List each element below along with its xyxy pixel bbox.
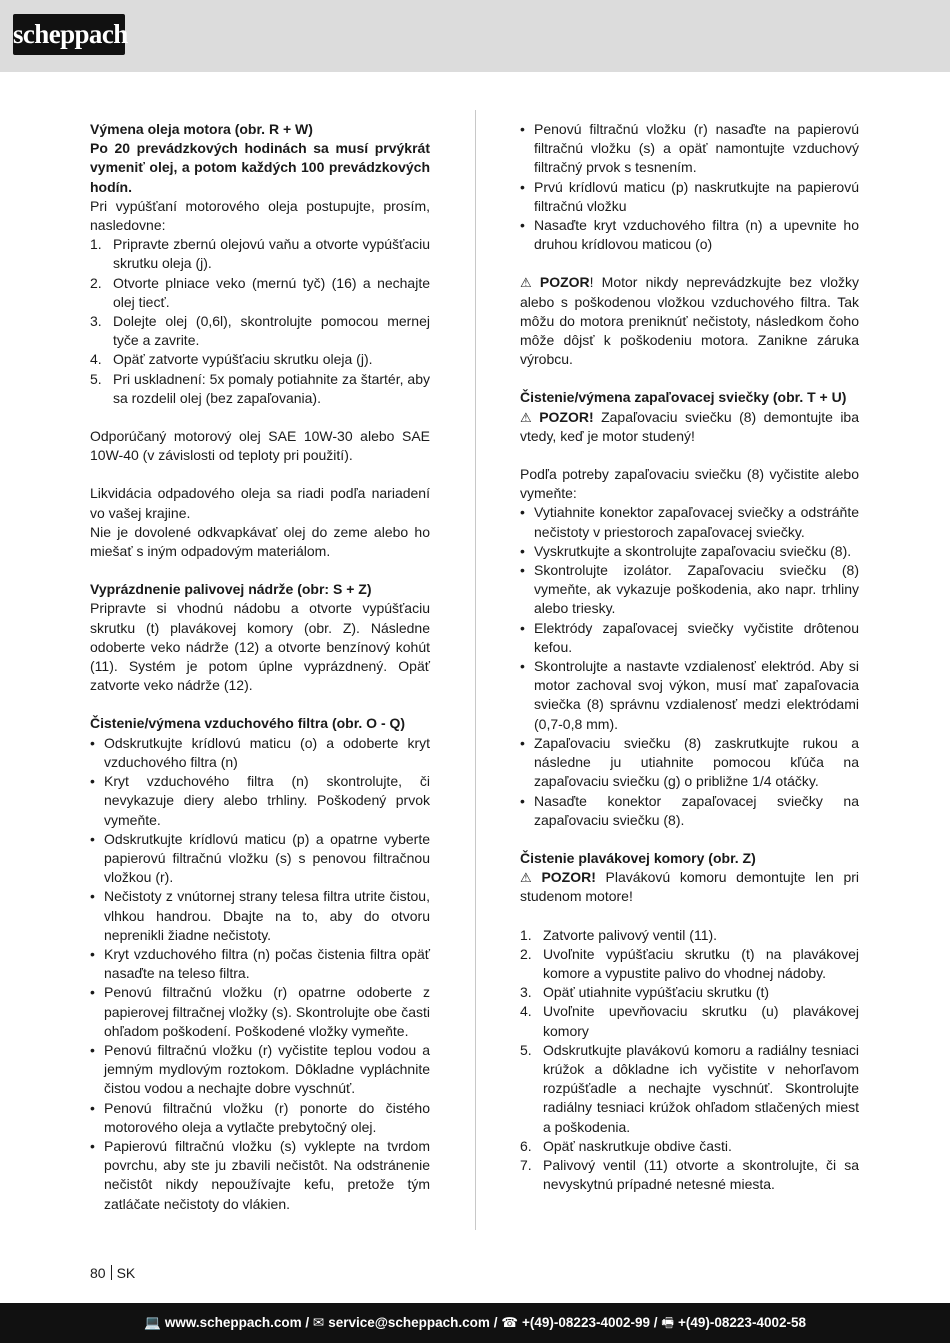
oil-change-steps bbox=[90, 235, 430, 408]
spark-plug-warning: ⚠ POZOR! Zapaľovaciu sviečku (8) demontujte iba vtedy, keď je motor studený! bbox=[520, 408, 860, 444]
list-item: 2. Uvoľnite vypúšťaciu skrutku (t) na plavákovej komore a vypustite palivo do vhodnej nádoby. bbox=[520, 945, 859, 981]
scheppach-logo: scheppach bbox=[13, 14, 125, 55]
footer-website[interactable]: www.scheppach.com bbox=[164, 1315, 302, 1330]
list-item: • Skontrolujte izolátor. Zapaľovaciu sviečku (8) vymeňte, ak vykazuje poškodenia, ako napr. trhliny alebo triesky. bbox=[520, 562, 859, 617]
oil-disposal-note: Nie je dovolené odkvapkávať olej do zeme alebo ho miešať s iným odpadovým materiálom. bbox=[90, 523, 430, 560]
spark-plug-heading: Čistenie/výmena zapaľovacej sviečky (obr. T + U) bbox=[520, 389, 847, 406]
warning-triangle-icon: ⚠ bbox=[520, 275, 536, 291]
list-item: 4. Uvoľnite upevňovaciu skrutku (u) plavákovej komory bbox=[520, 1003, 859, 1039]
air-filter-warning: ⚠ POZOR! Motor nikdy neprevádzkujte bez vložky alebo s poškodenou vložkou vzduchového filtra. Tak môžu do motora preniknúť nečistoty, následkom čoho môže dôjsť k poškodeniu motora. Zanikne záruka výrobcu. bbox=[520, 274, 860, 368]
air-filter-heading: Čistenie/výmena vzduchového filtra (obr. O - Q) bbox=[90, 715, 406, 732]
list-item: 5. Pri uskladnení: 5x pomaly potiahnite za štartér, aby sa rozdelil olej (bez zapaľovania). bbox=[90, 370, 430, 406]
list-item: • Elektródy zapaľovacej sviečky vyčistite drôtenou kefou. bbox=[520, 619, 859, 655]
fuel-tank-heading: Vyprázdnenie palivovej nádrže (obr: S + Z) bbox=[90, 581, 372, 598]
mail-icon: ✉ bbox=[312, 1315, 325, 1330]
oil-change-intro: Pri vypúšťaní motorového oleja postupujte, prosím, nasledovne: bbox=[90, 197, 430, 234]
list-item: • Zapaľovaciu sviečku (8) zaskrutkujte rukou a následne ju utiahnite pomocou kľúča na zapaľovaciu sviečku (g) o približne 1/4 otáčky. bbox=[520, 734, 859, 790]
left-column bbox=[90, 120, 430, 1214]
list-item: • Nasaďte kryt vzduchového filtra (n) a upevnite ho druhou krídlovou maticou (o) bbox=[520, 217, 859, 253]
footer-email[interactable]: service@scheppach.com bbox=[328, 1315, 490, 1330]
oil-disposal: Likvidácia odpadového oleja sa riadi podľa nariadení vo vašej krajine. bbox=[90, 485, 430, 521]
list-item: • Odskrutkujte krídlovú maticu (o) a odoberte kryt vzduchového filtra (n) bbox=[90, 734, 430, 770]
list-item: 7. Palivový ventil (11) otvorte a skontrolujte, či sa nevyskytnú prípadné netesné miesta. bbox=[520, 1156, 859, 1193]
column-divider bbox=[475, 110, 476, 1230]
header-bar bbox=[0, 0, 950, 72]
list-item: • Kryt vzduchového filtra (n) skontrolujte, či nevykazuje diery alebo trhliny. Poškodený prvok vymeňte. bbox=[90, 773, 430, 828]
list-item: 6. Opäť naskrutkuje obdive časti. bbox=[520, 1137, 732, 1154]
list-item: • Penovú filtračnú vložku (r) nasaďte na papierovú filtračnú vložku (s) a opäť namontujte vzduchový filtračný prvok s tesnením. bbox=[520, 121, 859, 176]
list-item: 3. Opäť utiahnite vypúšťaciu skrutku (t) bbox=[520, 984, 770, 1001]
float-chamber-steps bbox=[520, 926, 859, 1195]
spark-plug-list bbox=[520, 503, 859, 829]
air-filter-list bbox=[90, 734, 430, 1214]
list-item: • Penovú filtračnú vložku (r) vyčistite teplou vodou a jemným mydlovým roztokom. Dôkladne vypláchnite čistou vodou a nechajte dobre vyschnúť. bbox=[90, 1041, 430, 1097]
footer-bar: 💻 www.scheppach.com / ✉ service@scheppach.com / ☎ +(49)-08223-4002-99 / 🖷 +(49)-08223-4002-58 bbox=[0, 1303, 950, 1343]
list-item: • Vyskrutkujte a skontrolujte zapaľovaciu sviečku (8). bbox=[520, 542, 852, 559]
float-chamber-warning: ⚠ POZOR! Plavákovú komoru demontujte len pri studenom motore! bbox=[520, 869, 860, 905]
footer-phone: +(49)-08223-4002-99 bbox=[522, 1315, 650, 1330]
oil-change-heading: Výmena oleja motora (obr. R + W) bbox=[90, 121, 313, 137]
list-item: 1. Zatvorte palivový ventil (11). bbox=[520, 926, 718, 943]
air-filter-list-continued bbox=[520, 120, 859, 254]
list-item: • Odskrutkujte krídlovú maticu (p) a opatrne vyberte papierovú filtračnú vložku (s) s penovou filtračnou vložkou (r). bbox=[90, 830, 430, 886]
footer-fax: +(49)-08223-4002-58 bbox=[678, 1315, 806, 1330]
list-item: • Prvú krídlovú maticu (p) naskrutkujte na papierovú filtračnú vložku bbox=[520, 178, 859, 214]
fuel-tank-text: Pripravte si vhodnú nádobu a otvorte vypúšťaciu skrutku (t) plavákovej komory (obr. Z). Následne odoberte veko nádrže (12) a otvorte benzínový kohút (11). Systém je potom úplne vyprázdnený. Opäť zatvorte veko nádrže (12). bbox=[90, 600, 430, 694]
right-column bbox=[520, 120, 859, 1194]
list-item: • Nasaďte konektor zapaľovacej sviečky na zapaľovaciu sviečku (8). bbox=[520, 792, 859, 828]
list-item: • Penovú filtračnú vložku (r) opatrne odoberte z papierovej filtračnej vložky (s). Skontrolujte obe časti ohľadom poškodení. Poškodené vložky vymeňte. bbox=[90, 984, 430, 1039]
list-item: 1. Pripravte zbernú olejovú vaňu a otvorte vypúšťaciu skrutku oleja (j). bbox=[90, 236, 430, 272]
float-chamber-heading: Čistenie plavákovej komory (obr. Z) bbox=[520, 849, 756, 866]
spark-plug-intro: Podľa potreby zapaľovaciu sviečku (8) vyčistite alebo vymeňte: bbox=[520, 466, 859, 502]
page-number-separator bbox=[111, 1265, 112, 1280]
list-item: 4. Opäť zatvorte vypúšťaciu skrutku oleja (j). bbox=[90, 351, 373, 368]
list-item: • Papierovú filtračnú vložku (s) vyklepte na tvrdom povrchu, aby ste ju zbavili nečistôt. Na odstránenie nečistôt nikdy nepoužívajte kefu, pretože tým zatláčate nečistoty do vlákien. bbox=[90, 1137, 430, 1212]
list-item: • Vytiahnite konektor zapaľovacej sviečky a odstráňte nečistoty v priestoroch zapaľovacej sviečky. bbox=[520, 504, 859, 540]
computer-icon: 💻 bbox=[144, 1315, 161, 1330]
list-item: 3. Dolejte olej (0,6l), skontrolujte pomocou mernej tyče a zavrite. bbox=[90, 313, 430, 349]
oil-recommendation: Odporúčaný motorový olej SAE 10W-30 alebo SAE 10W-40 (v závislosti od teploty pri použití). bbox=[90, 428, 430, 464]
list-item: • Skontrolujte a nastavte vzdialenosť elektród. Aby si motor zachoval svoj výkon, musí mať zapaľovacia sviečka (8) správnu vzdialenosť medzi elektródami (0,7-0,8 mm). bbox=[520, 658, 859, 732]
list-item: 5. Odskrutkujte plavákovú komoru a radiálny tesniaci krúžok a dôkladne ich vyčistite v nehorľavom rozpúšťadle a nechajte vyschnúť. Skontrolujte radiálny tesniaci krúžok ohľadom stlačených miest a poškodenia. bbox=[520, 1041, 859, 1135]
oil-change-bold-intro: Po 20 prevádzkových hodinách sa musí prvýkrát vymeniť olej, a potom každých 100 prevádzkových hodín. bbox=[90, 140, 430, 195]
page-number: 80 SK bbox=[90, 1265, 136, 1281]
list-item: • Kryt vzduchového filtra (n) počas čistenia filtra opäť nasaďte na teleso filtra. bbox=[90, 945, 430, 982]
fax-icon: 🖷 bbox=[661, 1315, 675, 1330]
warning-triangle-icon: ⚠ bbox=[520, 409, 536, 425]
warning-triangle-icon: ⚠ bbox=[520, 870, 538, 886]
list-item: • Penovú filtračnú vložku (r) ponorte do čistého motorového oleja a vytlačte prebytočný olej. bbox=[90, 1099, 430, 1135]
phone-icon: ☎ bbox=[501, 1315, 519, 1330]
list-item: 2. Otvorte plniace veko (mernú tyč) (16) a nechajte olej tiecť. bbox=[90, 274, 430, 310]
list-item: • Nečistoty z vnútornej strany telesa filtra utrite čistou, vlhkou handrou. Dbajte na to, aby do otvoru neprenikli žiadne nečistoty. bbox=[90, 888, 430, 943]
